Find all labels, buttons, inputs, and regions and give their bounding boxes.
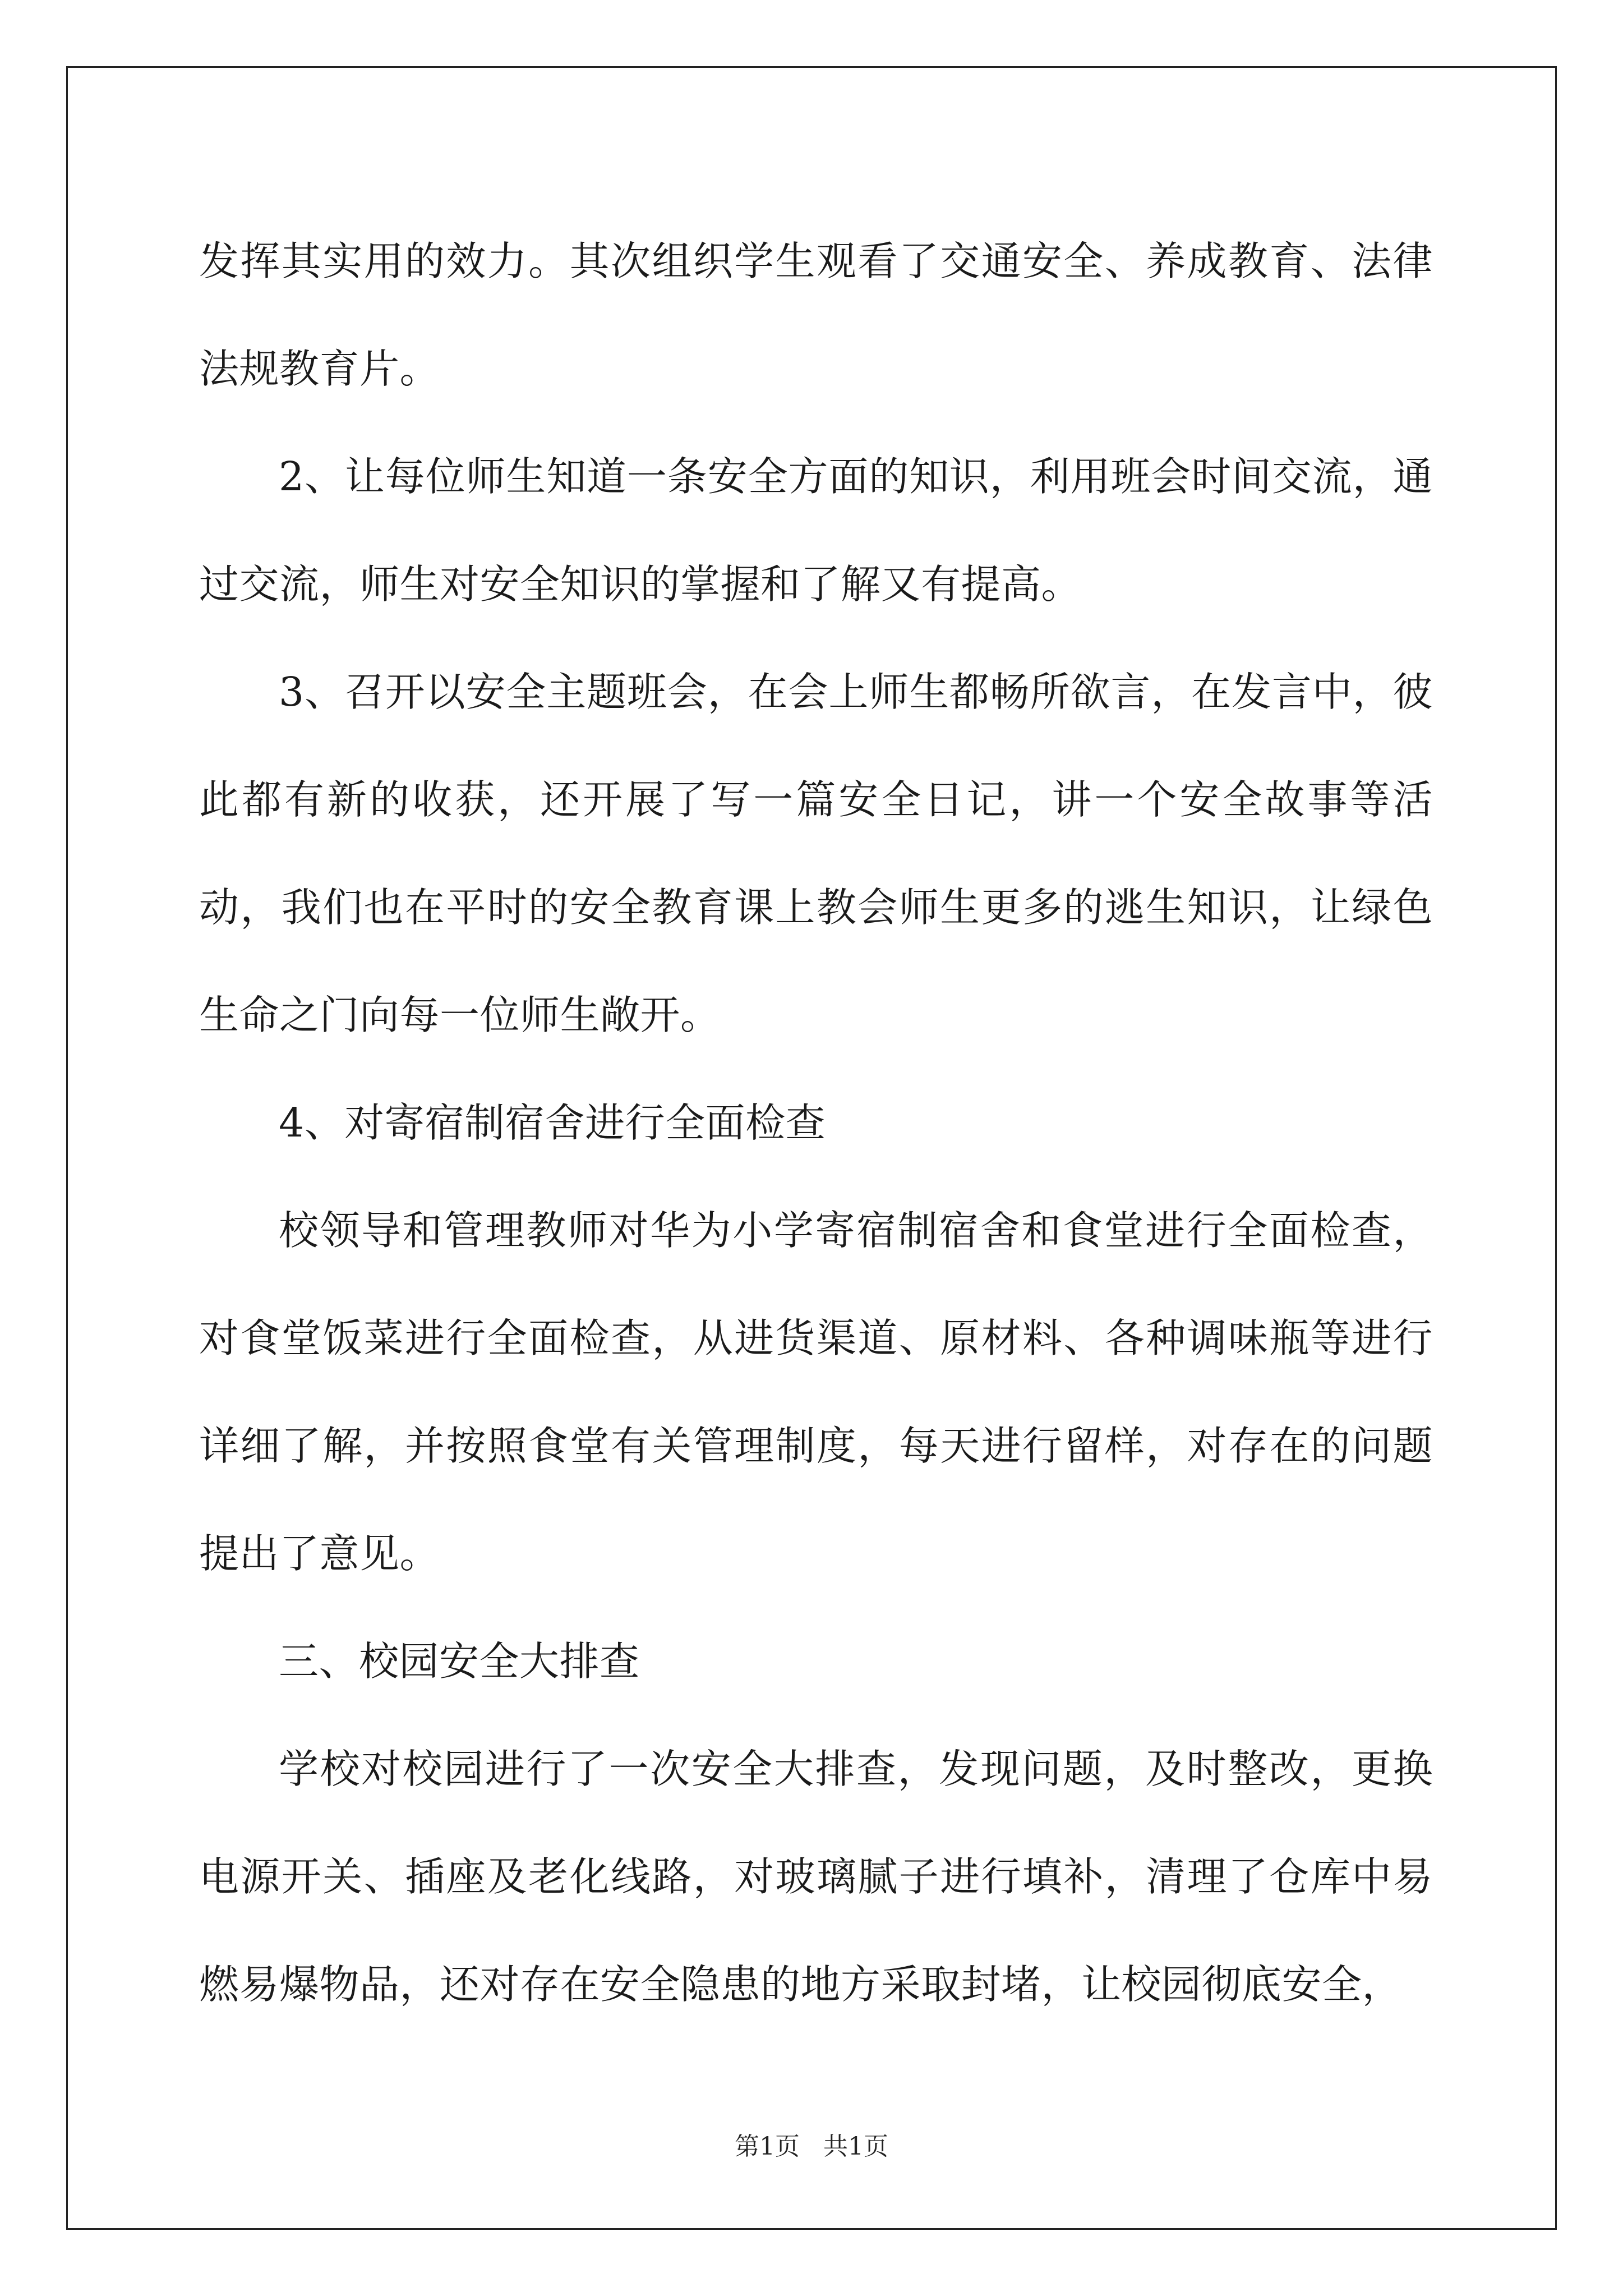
page-footer — [0, 2126, 1623, 2162]
document-body — [199, 208, 1433, 2039]
paragraph-7: 学校对校园进行了一次安全大排查，发现问题，及时整改，更换电源开关、插座及老化线路，对玻璃腻子进行填补，清理了仓库中易燃易爆物品，还对存在安全隐患的地方采取封堵，让校园彻底安全， — [199, 1746, 1433, 2008]
paragraph-2: 2、让每位师生知道一条安全方面的知识，利用班会时间交流，通过交流，师生对安全知识的掌握和了解又有提高。 — [199, 453, 1433, 608]
section-heading-dormitory-check: 4、对寄宿制宿舍进行全面检查 — [279, 1099, 826, 1146]
paragraph-5: 校领导和管理教师对华为小学寄宿制宿舍和食堂进行全面检查，对食堂饭菜进行全面检查，从进货渠道、原材料、各种调味瓶等进行详细了解，并按照食堂有关管理制度，每天进行留样，对存在的问题提出了意见。 — [199, 1207, 1433, 1577]
paragraph-3: 3、召开以安全主题班会，在会上师生都畅所欲言，在发言中，彼此都有新的收获，还开展了写一篇安全日记，讲一个安全故事等活动，我们也在平时的安全教育课上教会师生更多的逃生知识，让绿色生命之门向每一位师生敞开。 — [199, 669, 1433, 1038]
page-number-total: 共1页 — [823, 2132, 888, 2161]
section-heading-campus-inspection: 三、校园安全大排查 — [279, 1638, 640, 1685]
paragraph-1: 发挥其实用的效力。其次组织学生观看了交通安全、养成教育、法律法规教育片。 — [199, 238, 1433, 392]
page-number-current: 第1页 — [735, 2132, 800, 2161]
